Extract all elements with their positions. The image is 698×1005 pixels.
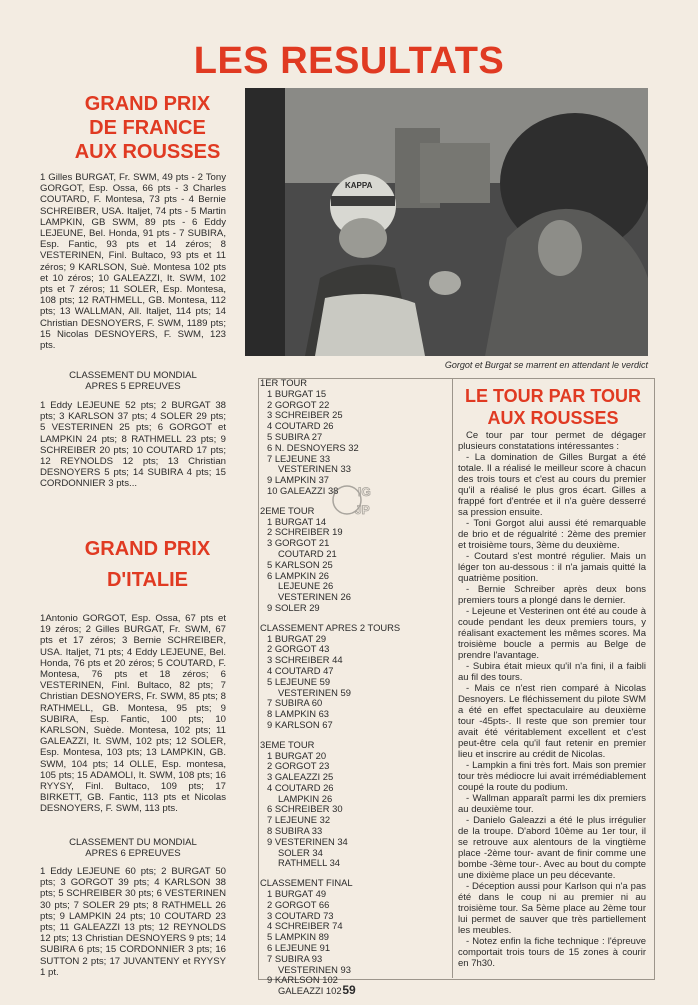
tour-result-entry: 1 BURGAT 14: [267, 515, 327, 527]
tour-par-tour-heading: [458, 385, 648, 429]
gp-france-mondial-heading: [40, 370, 226, 392]
gp-italie-heading-line: D'ITALIE: [106, 569, 189, 591]
tour-section-heading: CLASSEMENT FINAL: [260, 877, 353, 889]
mondial-heading-line: CLASSEMENT DU MONDIAL: [69, 837, 197, 848]
tour-paragraph: - Notez enfin la fiche technique : l'épreuve comportait trois tours de 15 zones à courir en 7h30.: [458, 936, 646, 969]
svg-text:IG: IG: [358, 485, 371, 499]
tour-result-entry: COUTARD 21: [278, 547, 337, 559]
photo-caption: Gorgot et Burgat se marrent en attendant le verdict: [444, 360, 648, 370]
tour-paragraph: - Subira était mieux qu'il n'a fini, il a faibli au fil des tours.: [458, 661, 646, 683]
tour-result-entry: 6 LEJEUNE 91: [267, 942, 331, 954]
tour-section-heading: 3EME TOUR: [260, 738, 315, 750]
tour-section-heading: CLASSEMENT APRES 2 TOURS: [260, 621, 401, 633]
mondial-heading-line: APRES 6 EPREUVES: [85, 848, 181, 860]
tour-result-entry: 6 SCHREIBER 30: [267, 803, 343, 815]
gp-france-heading-line: AUX ROUSSES: [74, 141, 221, 163]
gp-italie-heading-line: GRAND PRIX: [84, 538, 211, 560]
tour-result-entry: 10 GALEAZZI 38: [267, 484, 339, 496]
tour-result-entry: VESTERINEN 93: [278, 963, 351, 975]
tour-paragraph: - Déception aussi pour Karlson qui n'a pas été dans le coup ni au premier ni au troisième tour. Sa 5ème place au 2ème tour lui permet de sauver que très partiellement les meubles.: [458, 881, 646, 936]
tour-section-heading: 1ER TOUR: [260, 377, 308, 388]
page-number: 59: [342, 983, 356, 997]
tour-result-entry: 3 GALEAZZI 25: [267, 771, 334, 783]
tour-result-entry: 7 SUBIRA 60: [267, 697, 323, 709]
tour-result-entry: 9 VESTERINEN 34: [267, 835, 348, 847]
tour-paragraph: - Wallman apparaît parmi les dix premiers au deuxième tour.: [458, 793, 646, 815]
gp-france-heading-line: GRAND PRIX: [84, 93, 211, 115]
gp-france-mondial: 1 Eddy LEJEUNE 52 pts; 2 BURGAT 38 pts; 3 KARLSON 37 pts; 4 SOLER 29 pts; 5 VESTERINEN 25 pts; 6 GORGOT et LAMPKIN 24 pts; 8 RATHMELL 23 pts; 9 SCHREIBER 20 pts; 10 COUTARD 17 pts; 12 REYNOLDS 12 pts; 13 Christian DESNOYERS 5 pts; 14 SUBIRA 4 pts; 15 CORDONNIER 3 pts...: [40, 400, 226, 490]
svg-text:JP: JP: [355, 503, 370, 517]
tour-paragraph: - Lejeune et Vesterinen ont été au coude à coude pendant les deux premiers tours, y réalisant exactement les mêmes scores. Ma troisième boucle a permis au Belge de prendre l'avantage.: [458, 606, 646, 661]
tour-result-entry: 3 GORGOT 21: [267, 537, 330, 549]
tour-paragraph: - La domination de Gilles Burgat a été totale. Il a réalisé le meilleur score à chacun des trois tours et c'est au cours du premier qu'il a réalisé le plus gros écart. Gilles a frappé fort d'entrée et il n'a guère desserré sa pression ensuite.: [458, 452, 646, 518]
tour-paragraph: - Coutard s'est montré régulier. Mais un léger ton au-dessous : il n'a jamais quitté la quatrième position.: [458, 551, 646, 584]
tour-result-entry: 8 LAMPKIN 63: [267, 708, 330, 720]
tour-result-entry: 7 LEJEUNE 32: [267, 814, 331, 826]
tour-result-entry: 5 KARLSON 25: [267, 558, 333, 570]
gp-france-heading: [55, 92, 240, 164]
tour-result-entry: 7 SUBIRA 93: [267, 952, 323, 964]
tour-result-entry: 2 GORGOT 66: [267, 898, 330, 910]
stamp-logo-icon: [325, 478, 385, 522]
tour-result-entry: 4 COUTARD 47: [267, 664, 334, 676]
tour-result-entry: 3 COUTARD 73: [267, 909, 334, 921]
gp-italie-mondial-heading: [40, 837, 226, 859]
tour-result-entry: 2 GORGOT 23: [267, 760, 330, 772]
page-title: LES RESULTATS: [193, 40, 505, 82]
tour-par-tour-text: [458, 430, 646, 969]
tour-result-entry: 3 SCHREIBER 25: [267, 409, 343, 421]
tour-paragraph: - Toni Gorgot alui aussi été remarquable de brio et de régualrité : 2ème des premier et troisième tours, 3ème du deuxième.: [458, 518, 646, 551]
tour-result-entry: 2 GORGOT 43: [267, 643, 330, 655]
tour-paragraph: - Bernie Schreiber après deux bons premiers tours a plongé dans le dernier.: [458, 584, 646, 606]
tour-result-entry: VESTERINEN 59: [278, 686, 351, 698]
gp-italie-heading: [55, 534, 240, 596]
tour-result-entry: LEJEUNE 26: [278, 580, 334, 592]
tour-box-divider: [452, 378, 453, 978]
tour-result-entry: 9 KARLSON 102: [267, 974, 338, 986]
tour-paragraph: - Lampkin a fini très fort. Mais son premier tour très médiocre lui avait irrémédiablement coupé la route du podium.: [458, 760, 646, 793]
tour-result-entry: LAMPKIN 26: [278, 792, 333, 804]
tour-result-entry: GALEAZZI 102: [278, 985, 342, 997]
tour-result-entry: 7 LEJEUNE 33: [267, 452, 331, 464]
tour-paragraph: - Danielo Galeazzi a été le plus irrégulier de la troupe. D'abord 10ème au 1er tour, il se retrouve aux alentours de la vingtième place -2ème tour- avant de finir comme une bombe -3ème tour-. Avec au bout du compte une dixième place un peu décevante.: [458, 815, 646, 881]
tour-result-entry: 6 N. DESNOYERS 32: [267, 441, 359, 453]
tour-result-entry: 6 LAMPKIN 26: [267, 569, 330, 581]
gp-france-heading-line: DE FRANCE: [89, 117, 206, 139]
tour-result-entry: 9 SOLER 29: [267, 601, 320, 613]
tour-paragraph: - Mais ce n'est rien comparé à Nicolas Desnoyers. Le fléchissement du pilote SWM a été en effet spectaculaire au deuxième tour -45pts-. Il reste que son premier tour avait été véritablement excellent et c'est peut-être cela qu'il faut retenir en premier lieu et inscrire au crédit de Nicolas.: [458, 683, 646, 760]
tour-result-entry: VESTERINEN 26: [278, 591, 351, 603]
tour-result-entry: 1 BURGAT 20: [267, 749, 327, 761]
tour-result-entry: 1 BURGAT 15: [267, 387, 327, 399]
tour-result-entry: VESTERINEN 33: [278, 463, 351, 475]
tour-paragraph: Ce tour par tour permet de dégager plusieurs constatations intéressantes :: [458, 430, 646, 452]
mondial-heading-line: APRES 5 EPREUVES: [85, 381, 181, 393]
tour-result-entry: 4 SCHREIBER 74: [267, 920, 343, 932]
tour-results-list: [260, 378, 450, 997]
tour-result-entry: 9 KARLSON 67: [267, 718, 333, 730]
tour-result-entry: SOLER 34: [278, 846, 323, 858]
tour-heading-line: AUX ROUSSES: [487, 408, 619, 428]
riders-photo: [245, 88, 648, 356]
gp-italie-mondial: 1 Eddy LEJEUNE 60 pts; 2 BURGAT 50 pts; 3 GORGOT 39 pts; 4 KARLSON 38 pts; 5 SCHREIBER 30 pts; 6 VESTERINEN 30 pts; 7 SOLER 29 pts; 8 RATHMELL 26 pts; 9 LAMPKIN 24 pts; 10 COUTARD 23 pts; 11 GALEAZZI 13 pts; 12 REYNOLDS 12 pts; 13 Christian DESNOYERS 9 pts; 14 SUBIRA 6 pts; 15 CORDONNIER 3 pts; 16 SUTTON 2 pts; 17 JUVANTENY et RYYSY 1 pt.: [40, 866, 226, 978]
tour-section-heading: 2EME TOUR: [260, 504, 315, 516]
tour-result-entry: RATHMELL 34: [278, 857, 340, 869]
gp-italie-results: 1Antonio GORGOT, Esp. Ossa, 67 pts et 19 zéros; 2 Gilles BURGAT, Fr. SWM, 67 pts et 17 zéros; 3 Bernie SCHREIBER, USA. Italjet, 71 pts; 4 Eddy LEJEUNE, Bel. Honda, 76 pts et 20 zéros; 5 COUTARD, F. Montesa, 76 pts et 18 zéros; 6 VESTERINEN, Finl. Bultaco, 82 pts; 7 Christian DESNOYERS, Fr. SWM, 85 pts; 8 RATHMELL, GB. Montesa, 95 pts; 9 SUBIRA, Esp. Fantic, 100 pts; 10 KARLSON, Suède. Montesa, 102 pts; 11 GALEAZZI, It. SWM, 102 pts; 12 SOLER, Esp. Montesa, 103 pts; 13 LAMPKIN, GB. SWM, 104 pts; 14 OLLE, Esp. montesa, 105 pts; 15 ADAMOLI, It. SWM, 108 pts; 16 RYYSY, Finl. Bultaco, 109 pts; 17 BIRKETT, GB. Fantic, 113 pts et Nicolas DESNOYERS, F. SWM, 113 pts.: [40, 613, 226, 815]
tour-result-entry: 8 SUBIRA 33: [267, 825, 323, 837]
tour-result-entry: 5 LAMPKIN 89: [267, 931, 330, 943]
tour-result-entry: 1 BURGAT 49: [267, 888, 327, 900]
tour-result-entry: 4 COUTARD 26: [267, 781, 334, 793]
tour-result-entry: 5 SUBIRA 27: [267, 430, 323, 442]
tour-result-entry: 3 SCHREIBER 44: [267, 654, 343, 666]
tour-result-entry: 2 GORGOT 22: [267, 398, 330, 410]
tour-result-entry: 4 COUTARD 26: [267, 420, 334, 432]
tour-result-entry: 2 SCHREIBER 19: [267, 526, 343, 538]
tour-result-entry: 1 BURGAT 29: [267, 632, 327, 644]
tour-result-entry: 5 LEJEUNE 59: [267, 675, 331, 687]
helmet-label: KAPPA: [345, 181, 373, 190]
tour-result-entry: 9 LAMPKIN 37: [267, 474, 330, 486]
riders-photo-image: [245, 88, 648, 356]
gp-france-results: 1 Gilles BURGAT, Fr. SWM, 49 pts - 2 Tony GORGOT, Esp. Ossa, 66 pts - 3 Charles COUTARD, F. Montesa, 73 pts - 4 Bernie SCHREIBER, USA. Italjet, 74 pts - 5 Martin LAMPKIN, GB SWM, 89 pts - 6 Eddy LEJEUNE, Bel. Honda, 91 pts - 7 SUBIRA, Esp. Fantic, 93 pts et 14 zéros; 8 VESTERINEN, Finl. Bultaco, 93 pts et 11 zéros; 9 KARLSON, Suè. Montesa 102 pts et 10 zéros; 10 GALEAZZI, It. SWM, 102 pts et 7 zéros; 11 SOLER, Esp. Montesa, 108 pts; 12 RATHMELL, GB. Montesa, 112 pts; 13 WALLMAN, All. Italjet, 114 pts; 14 Christian DESNOYERS, F. SWM, 1189 pts; 15 Nicolas DESNOYERS, F. SWM, 123 pts.: [40, 172, 226, 352]
mondial-heading-line: CLASSEMENT DU MONDIAL: [69, 370, 197, 381]
tour-heading-line: LE TOUR PAR TOUR: [464, 386, 641, 406]
